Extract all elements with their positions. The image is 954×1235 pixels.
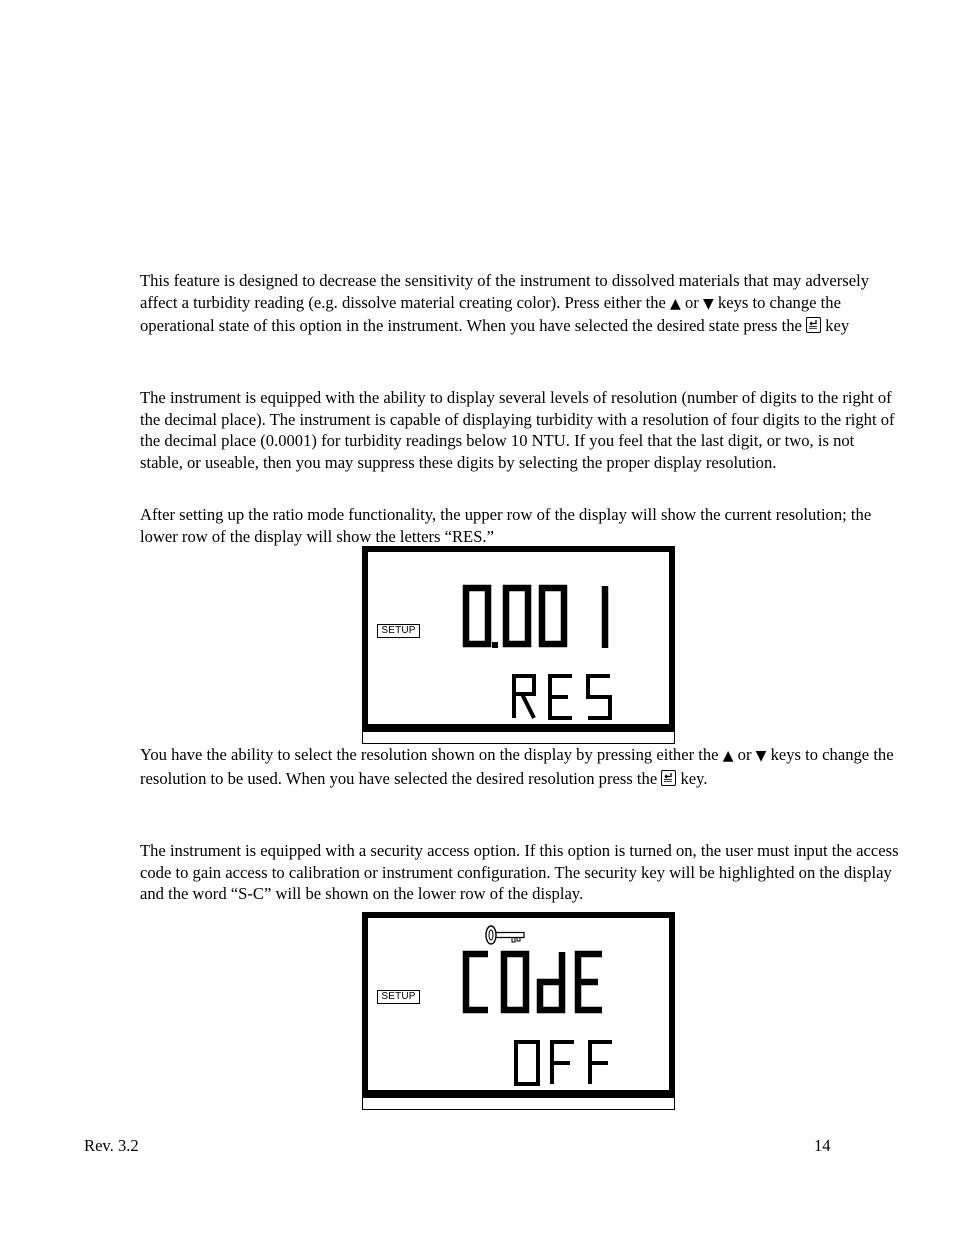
footer-revision: Rev. 3.2	[84, 1136, 139, 1155]
decimal-point	[492, 642, 498, 648]
lcd-screen	[362, 546, 675, 732]
paragraph-dissolved-materials	[140, 270, 900, 337]
paragraph-text: key	[825, 316, 850, 335]
down-arrow-icon: ▼	[702, 295, 714, 312]
down-arrow-icon: ▼	[755, 748, 767, 764]
paragraph-text: keys to change the operational state of this option in the instrument. When you have selected the desired state press the	[140, 292, 841, 335]
footer-page-number: 14	[814, 1136, 831, 1155]
lcd-upper-row	[458, 948, 618, 1018]
paragraph-resolution-display: After setting up the ratio mode functionality, the upper row of the display will show the current resolution; the lower row of the display will show the letters “RES.”	[140, 505, 872, 546]
lcd-lower-row	[508, 672, 618, 722]
paragraph-security-access: The instrument is equipped with a security access option. If this option is turned on, the user must input the access code to gain access to calibration or instrument configuration. The security key will be highlighted on the display and the word “S-C” will be shown on the lower row of the display.	[140, 841, 899, 903]
paragraph-text: This feature is designed to decrease the sensitivity of the instrument to dissolved materials that may adversely affect a turbidity reading (e.g. dissolve material creating color). Press either the	[140, 271, 870, 312]
paragraph-resolution-intro: The instrument is equipped with the ability to display several levels of resolution (number of digits to the right of the decimal place). The instrument is capable of displaying turbidity with a resolution of four digits to the right of the decimal place (0.0001) for turbidity readings below 10 NTU. If you feel that the last digit, or two, is not stable, or useable, then you may suppress these digits by selecting the proper display resolution.	[140, 388, 895, 472]
paragraph-text: or	[737, 745, 752, 764]
lcd-display-resolution	[362, 546, 675, 744]
up-arrow-icon: ▲	[722, 748, 734, 764]
security-key-icon	[484, 924, 526, 946]
paragraph-text: You have the ability to select the resolution shown on the display by pressing either the	[140, 745, 719, 764]
lcd-lower-row	[510, 1038, 620, 1088]
paragraph-text: key.	[680, 768, 708, 788]
lcd-display-security-code	[362, 912, 675, 1110]
paragraph-text: keys to change the resolution to be used. When you have selected the desired resolution press the	[140, 745, 894, 788]
setup-indicator: SETUP	[377, 624, 420, 638]
lcd-bottom-strip	[362, 1098, 675, 1110]
lcd-upper-row	[458, 582, 628, 652]
paragraph-select-resolution	[140, 744, 900, 789]
lcd-screen	[362, 912, 675, 1098]
up-arrow-icon: ▲	[670, 295, 681, 312]
enter-key-icon	[661, 770, 676, 786]
setup-indicator: SETUP	[377, 990, 420, 1004]
paragraph-text: or	[684, 292, 699, 312]
enter-key-icon	[806, 317, 821, 333]
lcd-bottom-strip	[362, 732, 675, 744]
